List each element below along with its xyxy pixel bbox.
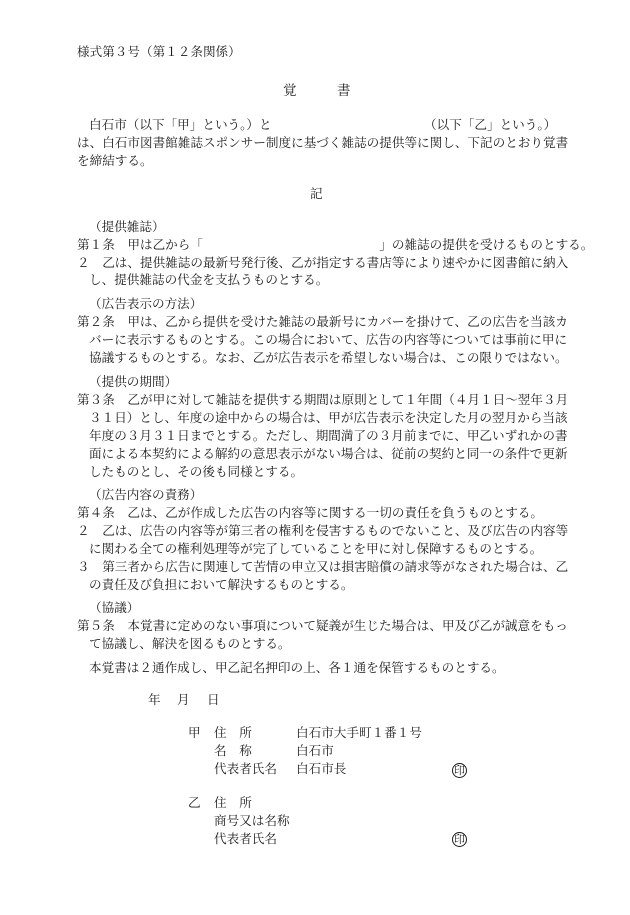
article-2-line: 第２条 甲は、乙から提供を受けた雑誌の最新号にカバーを掛けて、乙の広告を当該カ	[77, 314, 568, 329]
party-a-address-value: 白石市大手町１番１号	[296, 725, 422, 740]
article-3-line: 第３条 乙が甲に対して雑誌を提供する期間は原則として１年間（４月１日～翌年３月	[77, 392, 569, 407]
date-day: 日	[207, 692, 220, 707]
form-label: 様式第３号（第１２条関係）	[77, 44, 241, 59]
date-year: 年	[148, 692, 161, 707]
article-5-line: 第５条 本覚書に定めのない事項について疑義が生じた場合は、甲及び乙が誠意をもっ	[77, 618, 568, 633]
article-1-line: し、提供雑誌の代金を支払うものとする。	[89, 272, 329, 287]
article-1-line: ２ 乙は、提供雑誌の最新号発行後、乙が指定する書店等により速やかに図書館に納入	[77, 255, 569, 270]
article-4-line: 第４条 乙は、乙が作成した広告の内容等に関する一切の責任を負うものとする。	[77, 505, 543, 520]
party-a-seal-icon	[452, 761, 467, 779]
article-4-line: ３ 第三者から広告に関連して苦情の申立又は損害賠償の請求等がなされた場合は、乙	[77, 559, 569, 574]
intro-line3: を締結する。	[77, 153, 153, 168]
article-3-line: したものとし、その後も同様とする。	[89, 464, 304, 479]
article-4-line: に関わる全ての権利処理等が完了していることを甲に対し保障するものとする。	[89, 541, 543, 556]
party-a-address-label: 住 所	[214, 725, 252, 740]
intro-line1-a: 白石市（以下「甲」という。）と	[89, 117, 272, 132]
party-a-seal-char: 印	[454, 764, 465, 777]
intro-line2: は、白石市図書館雑誌スポンサー制度に基づく雑誌の提供等に関し、下記のとおり覚書	[77, 135, 569, 150]
date-month: 月	[177, 692, 190, 707]
article-2-line: バーに表示するものとする。この場合において、広告の内容等については事前に甲に	[89, 332, 568, 347]
party-b-seal-icon	[452, 830, 467, 848]
article-4-heading: （広告内容の責務）	[89, 487, 203, 502]
party-a-name-label: 名 称	[214, 743, 252, 758]
party-b-address-label: 住 所	[214, 795, 252, 810]
article-3-line: 面による本契約による解約の意思表示がない場合は、従前の契約と同一の条件で更新	[89, 446, 568, 461]
intro-line1-b: （以下「乙」という。）	[424, 117, 557, 132]
article-3-line: 年度の３月３１日までとする。ただし、期間満了の３月前までに、甲乙いずれかの書	[89, 428, 568, 443]
article-1-heading: （提供雑誌）	[89, 219, 165, 234]
party-b-mark: 乙	[188, 795, 201, 810]
ki-heading: 記	[310, 186, 323, 201]
party-b-rep-label: 代表者氏名	[214, 831, 277, 846]
article-3-line: ３１日）とし、年度の途中からの場合は、甲が広告表示を決定した月の翌月から当該	[89, 410, 568, 425]
article-4-line: ２ 乙は、広告の内容等が第三者の権利を侵害するものでないこと、及び広告の内容等	[77, 523, 569, 538]
article-2-heading: （広告表示の方法）	[89, 296, 203, 311]
party-a-rep-label: 代表者氏名	[214, 761, 277, 776]
article-5-heading: （協議）	[89, 600, 140, 615]
article-4-line: の責任及び負担において解決するものとする。	[89, 577, 354, 592]
party-a-mark: 甲	[188, 725, 201, 740]
party-b-name-label: 商号又は名称	[214, 813, 290, 828]
document-title: 覚 書	[283, 83, 351, 99]
closing-statement: 本覚書は２通作成し、甲乙記名押印の上、各１通を保管するものとする。	[89, 660, 505, 675]
article-3-heading: （提供の期間）	[89, 374, 178, 389]
article-2-line: 協議するものとする。なお、乙が広告表示を希望しない場合は、この限りではない。	[89, 350, 568, 365]
party-a-rep-value: 白石市長	[296, 761, 347, 776]
party-b-seal-char: 印	[454, 833, 465, 846]
article-5-line: て協議し、解決を図るものとする。	[89, 636, 291, 651]
party-a-name-value: 白石市	[296, 743, 334, 758]
article-1-line: 第１条 甲は乙から「 」の雑誌の提供を受けるものとする。	[77, 237, 594, 252]
